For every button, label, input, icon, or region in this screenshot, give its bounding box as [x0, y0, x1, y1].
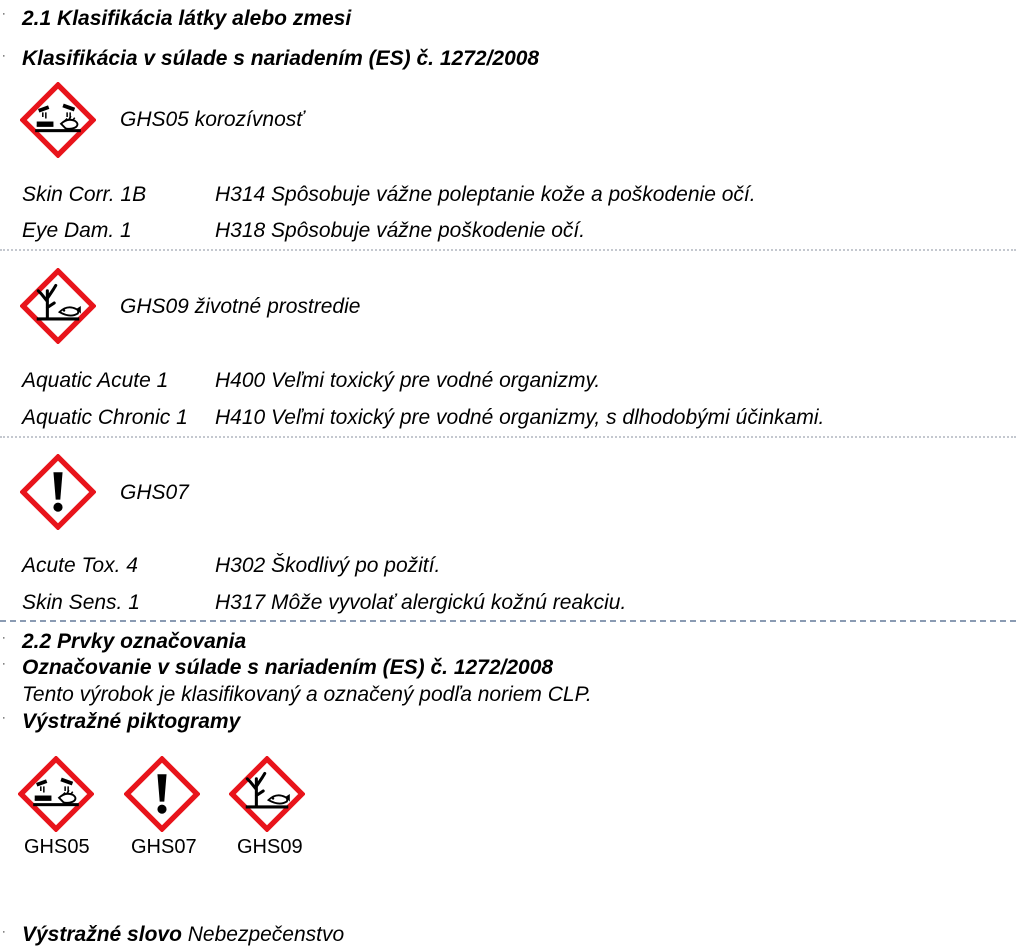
bullet-dot: ·: [2, 926, 6, 938]
section-2-1-subtitle: Klasifikácia v súlade s nariadením (ES) č. 1272/2008: [22, 47, 540, 70]
hazard-statement: H314 Spôsobuje vážne poleptanie kože a poškodenie očí.: [215, 183, 756, 206]
hazard-statement: H410 Veľmi toxický pre vodné organizmy, s dlhodobými účinkami.: [215, 406, 825, 429]
pictogram-code: GHS07: [131, 836, 197, 858]
signal-word-line: [22, 924, 344, 945]
hazard-category: Acute Tox. 4: [22, 554, 138, 577]
pictograms-heading: Výstražné piktogramy: [22, 710, 241, 733]
environment-icon: [20, 268, 96, 344]
hazard-statement: H317 Môže vyvolať alergickú kožnú reakciu.: [215, 591, 627, 614]
hazard-category: Eye Dam. 1: [22, 219, 132, 242]
hazard-category: Aquatic Acute 1: [22, 369, 169, 392]
dotted-separator: [0, 436, 1016, 438]
pictogram-label-ghs09: GHS09 životné prostredie: [120, 295, 361, 318]
hazard-category: Skin Corr. 1B: [22, 183, 147, 206]
exclamation-icon: [20, 454, 96, 530]
exclamation-icon: [124, 756, 200, 832]
section-2-2-title: 2.2 Prvky označovania: [22, 630, 247, 653]
pictogram-code: GHS09: [237, 836, 303, 858]
corrosion-icon: [18, 756, 94, 832]
hazard-statement: H400 Veľmi toxický pre vodné organizmy.: [215, 369, 601, 392]
hazard-category: Aquatic Chronic 1: [22, 406, 188, 429]
bullet-dot: ·: [2, 658, 6, 670]
dashed-separator: [0, 620, 1016, 622]
clp-note: Tento výrobok je klasifikovaný a označený podľa noriem CLP.: [22, 683, 592, 706]
section-2-1-title: 2.1 Klasifikácia látky alebo zmesi: [22, 7, 352, 30]
bullet-dot: ·: [2, 632, 6, 644]
bullet-dot: ·: [2, 8, 6, 20]
pictogram-code: GHS05: [24, 836, 90, 858]
hazard-category: Skin Sens. 1: [22, 591, 140, 614]
section-2-2-subtitle: Označovanie v súlade s nariadením (ES) č. 1272/2008: [22, 656, 554, 679]
dotted-separator: [0, 249, 1016, 251]
bullet-dot: ·: [2, 50, 6, 62]
environment-icon: [229, 756, 305, 832]
signal-word: Nebezpečenstvo: [187, 923, 345, 946]
pictogram-label-ghs07: GHS07: [120, 481, 189, 504]
bullet-dot: ·: [2, 712, 6, 724]
hazard-statement: H318 Spôsobuje vážne poškodenie očí.: [215, 219, 586, 242]
pictogram-label-ghs05: GHS05 korozívnosť: [120, 108, 304, 131]
hazard-statement: H302 Škodlivý po požití.: [215, 554, 441, 577]
corrosion-icon: [20, 82, 96, 158]
signal-word-label: Výstražné slovo: [22, 923, 182, 946]
